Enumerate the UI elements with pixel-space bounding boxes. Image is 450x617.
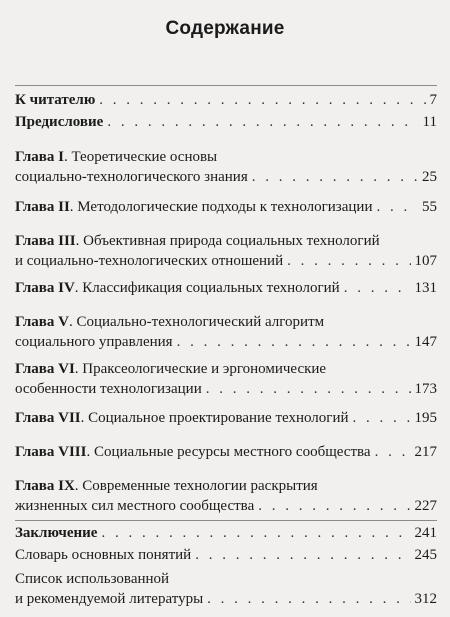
- page-number: 131: [414, 280, 437, 296]
- dot-leader: [107, 112, 418, 132]
- entry-label: Глава IV: [15, 280, 75, 296]
- toc-entry-to-reader[interactable]: [15, 90, 437, 110]
- toc-entry-conclusion[interactable]: [15, 523, 437, 543]
- page-number: 241: [414, 525, 437, 541]
- page-number: 107: [414, 253, 437, 269]
- entry-title-continued: социально-технологического знания: [15, 169, 248, 185]
- page-number: 227: [414, 498, 437, 514]
- entry-title: . Социальные ресурсы местного сообщества: [86, 444, 371, 460]
- entry-title: Список использованной: [15, 571, 170, 587]
- entry-label: Глава V: [15, 314, 69, 330]
- toc-entry-chapter-3[interactable]: [15, 231, 437, 271]
- dot-leader: [344, 278, 411, 298]
- toc-entry-bibliography[interactable]: [15, 569, 437, 609]
- entry-label: Глава II: [15, 199, 70, 215]
- entry-label: К читателю: [15, 92, 96, 108]
- dot-leader: [375, 442, 411, 462]
- dot-leader: [376, 197, 418, 217]
- entry-label: Глава VIII: [15, 444, 87, 460]
- dot-leader: [195, 545, 410, 565]
- toc-entry-chapter-4[interactable]: [15, 278, 437, 298]
- page-number: 147: [414, 334, 437, 350]
- entry-title: . Социальное проектирование технологий: [80, 410, 349, 426]
- entry-title: . Классификация социальных технологий: [74, 280, 340, 296]
- entry-title-continued: социального управления: [15, 334, 173, 350]
- entry-title: . Социально-технологический алгоритм: [68, 314, 325, 330]
- entry-label: Глава IX: [15, 478, 75, 494]
- dot-leader: [252, 167, 418, 187]
- page-title: Содержание: [165, 18, 285, 39]
- entry-title: . Теоретические основы: [63, 149, 218, 165]
- toc-entry-chapter-1[interactable]: [15, 147, 437, 187]
- toc-entry-glossary[interactable]: [15, 545, 437, 565]
- page-number: 245: [414, 547, 437, 563]
- top-rule: [15, 85, 437, 86]
- entry-title-continued: и рекомендуемой литературы: [15, 591, 204, 607]
- dot-leader: [353, 408, 411, 428]
- page-number: 217: [414, 444, 437, 460]
- entry-label: Глава VII: [15, 410, 81, 426]
- dot-leader: [101, 523, 410, 543]
- dot-leader: [287, 251, 410, 271]
- dot-leader: [206, 379, 411, 399]
- entry-label: Предисловие: [15, 114, 104, 130]
- toc-entry-chapter-5[interactable]: [15, 312, 437, 352]
- page-number: 11: [422, 114, 437, 130]
- entry-title-continued: и социально-технологических отношений: [15, 253, 284, 269]
- page-number: 7: [429, 92, 437, 108]
- entry-label: Заключение: [15, 525, 98, 541]
- entry-title-continued: жизненных сил местного сообщества: [15, 498, 255, 514]
- dot-leader: [258, 496, 410, 516]
- bottom-rule: [15, 520, 437, 521]
- entry-title: . Современные технологии раскрытия: [74, 478, 318, 494]
- entry-title: Словарь основных понятий: [15, 547, 192, 563]
- dot-leader: [177, 332, 411, 352]
- toc-entry-preface[interactable]: [15, 112, 437, 132]
- entry-label: Глава VI: [15, 361, 75, 377]
- toc-entry-chapter-6[interactable]: [15, 359, 437, 399]
- entry-title-continued: особенности технологизации: [15, 381, 202, 397]
- entry-label: Глава III: [15, 233, 76, 249]
- entry-label: Глава I: [15, 149, 64, 165]
- toc-entry-chapter-2[interactable]: [15, 197, 437, 217]
- toc-entry-chapter-7[interactable]: [15, 408, 437, 428]
- page-number: 173: [414, 381, 437, 397]
- toc-entry-chapter-8[interactable]: [15, 442, 437, 462]
- page-number: 25: [422, 169, 437, 185]
- entry-title: . Праксеологические и эргономические: [74, 361, 327, 377]
- dot-leader: [99, 90, 425, 110]
- page-number: 312: [414, 591, 437, 607]
- toc-entry-chapter-9[interactable]: [15, 476, 437, 516]
- entry-title: . Объективная природа социальных технологий: [75, 233, 380, 249]
- dot-leader: [207, 589, 410, 609]
- entry-title: . Методологические подходы к технологизации: [69, 199, 373, 215]
- page-number: 55: [422, 199, 437, 215]
- page-number: 195: [414, 410, 437, 426]
